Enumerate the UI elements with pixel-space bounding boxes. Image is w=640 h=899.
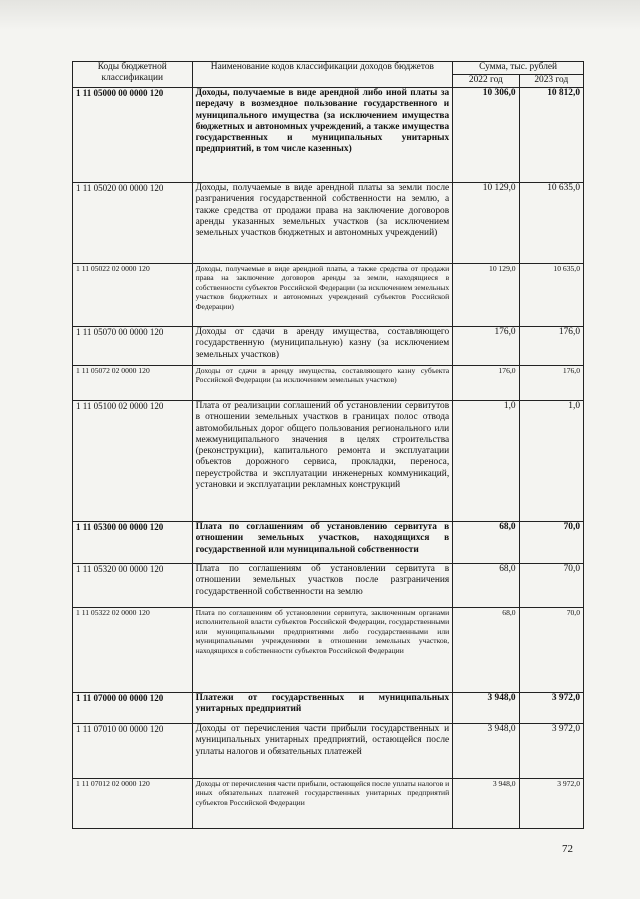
header-sum: Сумма, тыс. рублей — [453, 62, 584, 75]
row-code: 1 11 07000 00 0000 120 — [73, 693, 193, 724]
row-value-2022: 10 129,0 — [453, 183, 519, 264]
table-row — [73, 693, 584, 724]
header-name: Наименование кодов классификации доходов бюджетов — [192, 62, 453, 88]
row-code: 1 11 05072 02 0000 120 — [73, 366, 193, 401]
table-row — [73, 264, 584, 327]
row-value-2022: 68,0 — [453, 608, 519, 693]
row-name: Доходы от сдачи в аренду имущества, составляющего казну субъекта Российской Федерации (за исключением земельных участков) — [192, 366, 453, 401]
row-value-2023: 10 635,0 — [519, 264, 583, 327]
row-name: Плата по соглашениям об установлении сервитута, заключенным органами исполнительной власти субъектов Российской Федерации, государственными или муниципальными предприятиями либо государственными или муниципальными учреждениями в отношении земельных участков, находящихся в собственности субъектов Российской Федерации — [192, 608, 453, 693]
row-code: 1 11 07010 00 0000 120 — [73, 724, 193, 779]
row-name: Доходы от сдачи в аренду имущества, составляющего государственную (муниципальную) казну (за исключением земельных участков) — [192, 327, 453, 366]
row-code: 1 11 05300 00 0000 120 — [73, 522, 193, 564]
table-row — [73, 779, 584, 829]
row-name: Плата по соглашениям об установлении сервитута в отношении земельных участков после разграничения государственной собственности на землю — [192, 564, 453, 608]
scan-edge — [0, 0, 640, 30]
header-code: Коды бюджетной классификации — [73, 62, 193, 88]
table-row — [73, 564, 584, 608]
table-row — [73, 522, 584, 564]
row-value-2022: 3 948,0 — [453, 724, 519, 779]
row-value-2023: 3 972,0 — [519, 779, 583, 829]
row-name: Доходы, получаемые в виде арендной платы за земли после разграничения государственной собственности на землю, а также средства от продажи права на заключение договоров аренды указанных земельных участков (за исключением земельных участков бюджетных и автономных учреждений) — [192, 183, 453, 264]
row-name: Доходы, получаемые в виде арендной платы, а также средства от продажи права на заключение договоров аренды за земли, находящиеся в собственности субъектов Российской Федерации (за исключением земельных участков бюджетных и автономных учреждений субъектов Российской Федерации) — [192, 264, 453, 327]
row-value-2023: 70,0 — [519, 608, 583, 693]
row-value-2023: 3 972,0 — [519, 724, 583, 779]
row-name: Плата по соглашениям об установлению сервитута в отношении земельных участков, находящихся в государственной или муниципальной собственности — [192, 522, 453, 564]
row-code: 1 11 05070 00 0000 120 — [73, 327, 193, 366]
row-code: 1 11 07012 02 0000 120 — [73, 779, 193, 829]
row-value-2022: 3 948,0 — [453, 693, 519, 724]
table-row — [73, 327, 584, 366]
row-name: Плата от реализации соглашений об установлении сервитутов в отношении земельных участков в границах полос отвода автомобильных дорог общего пользования регионального или межмуниципального значения в целях строительства (реконструкции), капитального ремонта и эксплуатации объектов дорожного сервиса, прокладки, переноса, переустройства и эксплуатации инженерных коммуникаций, установки и эксплуатации рекламных конструкций — [192, 401, 453, 522]
row-value-2022: 68,0 — [453, 522, 519, 564]
table-row — [73, 608, 584, 693]
row-value-2023: 10 812,0 — [519, 88, 583, 183]
row-name: Доходы, получаемые в виде арендной либо иной платы за передачу в возмездное пользование государственного и муниципального имущества (за исключением имущества бюджетных и автономных учреждений, а также имущества государственных и муниципальных унитарных предприятий, в том числе казенных) — [192, 88, 453, 183]
row-value-2023: 70,0 — [519, 522, 583, 564]
table-row — [73, 724, 584, 779]
row-code: 1 11 05022 02 0000 120 — [73, 264, 193, 327]
row-value-2022: 10 129,0 — [453, 264, 519, 327]
row-code: 1 11 05100 02 0000 120 — [73, 401, 193, 522]
row-name: Доходы от перечисления части прибыли, остающейся после уплаты налогов и иных обязательных платежей государственных унитарных предприятий субъектов Российской Федерации — [192, 779, 453, 829]
row-code: 1 11 05322 02 0000 120 — [73, 608, 193, 693]
row-value-2022: 176,0 — [453, 327, 519, 366]
header-year-2023: 2023 год — [519, 75, 583, 88]
row-value-2023: 176,0 — [519, 366, 583, 401]
budget-table — [72, 61, 584, 829]
table-row — [73, 401, 584, 522]
header-year-2022: 2022 год — [453, 75, 519, 88]
row-value-2022: 10 306,0 — [453, 88, 519, 183]
row-code: 1 11 05000 00 0000 120 — [73, 88, 193, 183]
row-name: Платежи от государственных и муниципальных унитарных предприятий — [192, 693, 453, 724]
table-row — [73, 88, 584, 183]
page-number: 72 — [562, 843, 573, 855]
table-row — [73, 366, 584, 401]
row-value-2023: 3 972,0 — [519, 693, 583, 724]
row-code: 1 11 05320 00 0000 120 — [73, 564, 193, 608]
row-value-2023: 70,0 — [519, 564, 583, 608]
row-name: Доходы от перечисления части прибыли государственных и муниципальных унитарных предприятий, остающейся после уплаты налогов и обязательных платежей — [192, 724, 453, 779]
row-value-2022: 3 948,0 — [453, 779, 519, 829]
row-value-2023: 176,0 — [519, 327, 583, 366]
row-code: 1 11 05020 00 0000 120 — [73, 183, 193, 264]
row-value-2023: 1,0 — [519, 401, 583, 522]
row-value-2022: 176,0 — [453, 366, 519, 401]
row-value-2023: 10 635,0 — [519, 183, 583, 264]
row-value-2022: 68,0 — [453, 564, 519, 608]
row-value-2022: 1,0 — [453, 401, 519, 522]
table-row — [73, 183, 584, 264]
